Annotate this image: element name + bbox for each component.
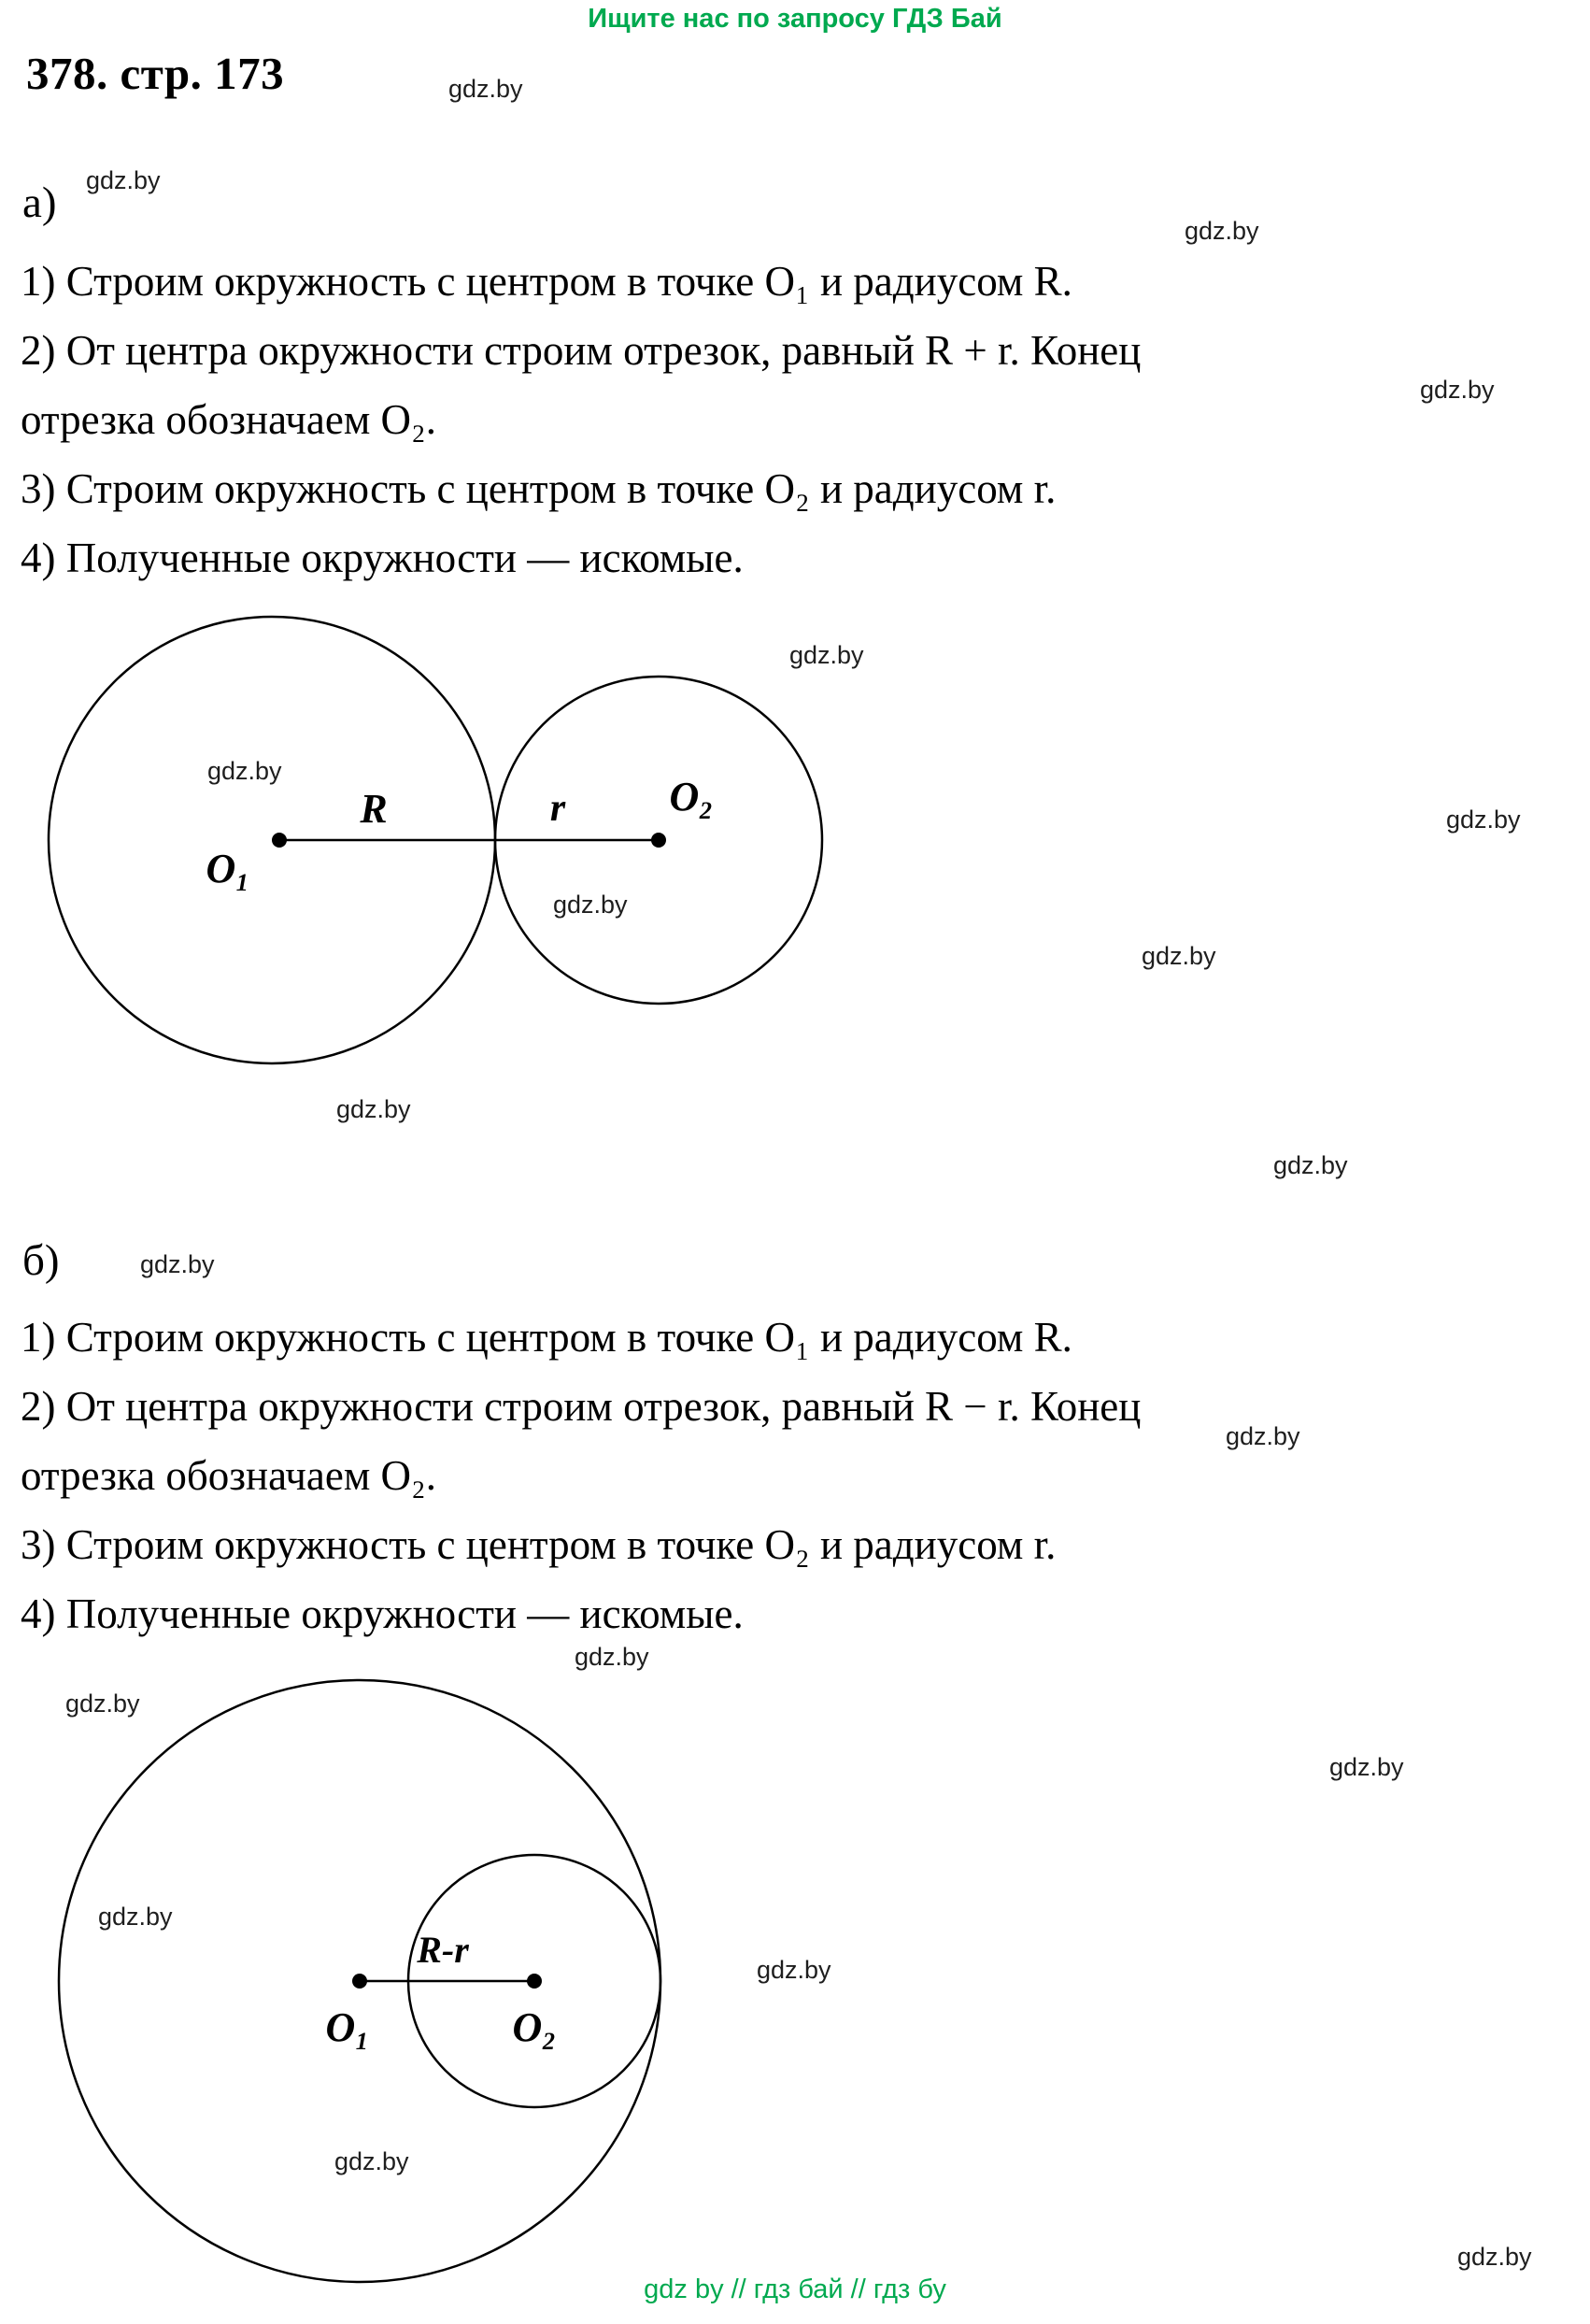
watermark: gdz.by — [1457, 2243, 1532, 2271]
watermark: gdz.by — [207, 757, 282, 785]
part-b-step-4: 4) Полученные окружности — искомые. — [21, 1590, 744, 1637]
footer-links: gdz by // гдз бай // гдз бу — [644, 2274, 946, 2304]
watermark: gdz.by — [334, 2147, 409, 2175]
watermark: gdz.by — [1142, 942, 1216, 970]
label-o1-b: O₁ — [325, 2004, 370, 2050]
watermark: gdz.by — [1329, 1753, 1404, 1781]
watermark: gdz.by — [553, 891, 628, 919]
point-o1-a — [272, 833, 287, 848]
label-R-a: R — [360, 786, 388, 832]
part-b-steps — [21, 1303, 1581, 1648]
part-b-step-3: 3) Строим окружность с центром в точке O₂ и радиусом r. — [21, 1521, 1057, 1568]
watermark: gdz.by — [1226, 1422, 1300, 1450]
watermark: gdz.by — [448, 75, 523, 103]
page-title: 378. стр. 173 — [26, 48, 285, 99]
watermark: gdz.by — [65, 1690, 140, 1718]
watermark: gdz.by — [1185, 217, 1259, 245]
part-a-steps — [21, 247, 1581, 592]
part-a-step-2-cont: отрезка обозначаем O₂. — [21, 396, 436, 443]
watermark: gdz.by — [757, 1956, 831, 1984]
diagram-external-tangent-circles — [0, 589, 897, 1098]
label-o1-a: O₁ — [206, 846, 250, 891]
watermark: gdz.by — [575, 1643, 649, 1671]
watermark: gdz.by — [140, 1250, 215, 1278]
point-o2-a — [651, 833, 666, 848]
watermark: gdz.by — [1273, 1151, 1348, 1179]
part-b-step-1: 1) Строим окружность с центром в точке O₁ и радиусом R. — [21, 1314, 1072, 1361]
watermark: gdz.by — [86, 166, 161, 194]
point-o1-b — [352, 1974, 367, 1989]
point-o2-b — [527, 1974, 542, 1989]
part-a-step-2: 2) От центра окружности строим отрезок, равный R + r. Конец — [21, 327, 1142, 374]
part-b-step-2: 2) От центра окружности строим отрезок, равный R − r. Конец — [21, 1383, 1142, 1430]
part-b-label: б) — [22, 1236, 60, 1285]
label-o2-a: O₂ — [669, 774, 714, 820]
watermark: gdz.by — [336, 1095, 411, 1123]
part-a-step-3: 3) Строим окружность с центром в точке O₂ и радиусом r. — [21, 465, 1057, 512]
watermark: gdz.by — [98, 1903, 173, 1931]
watermark: gdz.by — [1420, 376, 1495, 404]
part-a-step-4: 4) Полученные окружности — искомые. — [21, 535, 744, 581]
watermark: gdz.by — [1446, 806, 1521, 834]
watermark: gdz.by — [789, 641, 864, 669]
diagram-internal-tangent-circles — [0, 1665, 729, 2310]
label-o2-b: O₂ — [512, 2004, 557, 2050]
part-a-label: а) — [22, 178, 57, 227]
promo-banner: Ищите нас по запросу ГДЗ Бай — [588, 4, 1002, 34]
part-b-step-2-cont: отрезка обозначаем O₂. — [21, 1452, 436, 1499]
label-r-a: r — [549, 787, 566, 830]
label-R-minus-r-b: R-r — [417, 1929, 469, 1971]
part-a-step-1: 1) Строим окружность с центром в точке O₁ и радиусом R. — [21, 258, 1072, 305]
